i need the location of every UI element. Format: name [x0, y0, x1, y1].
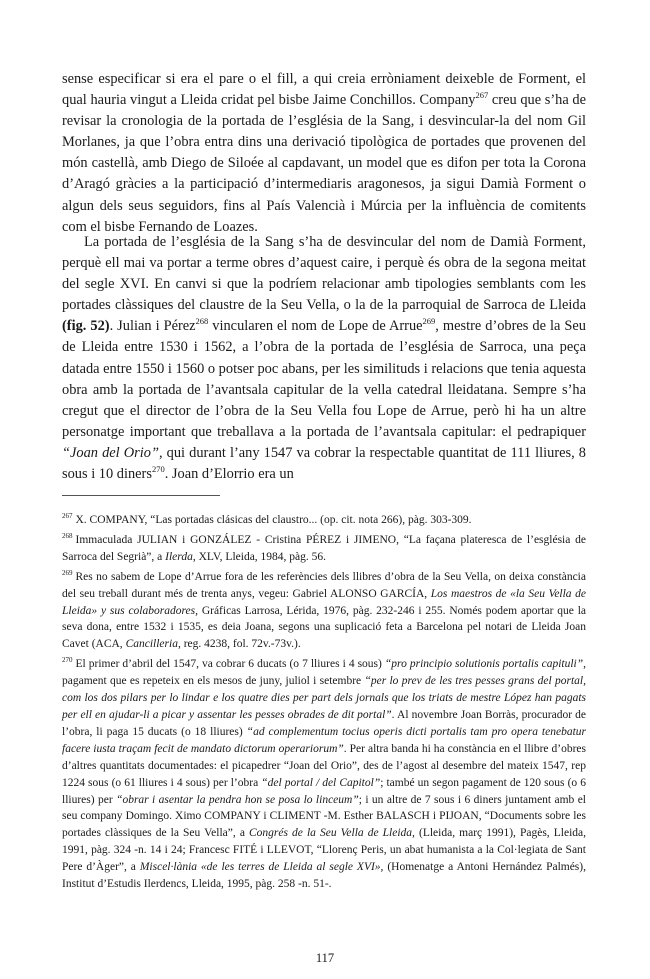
footnote-italic: “ad complementum tocius operis dicti portalis tam pro opera tenebatur facere iusta traçam fecit de mandato dictorum operariorum”: [62, 725, 586, 755]
footnote-text: ; també un segon pagament de 120 sous (o 6 lliures) per: [62, 776, 586, 806]
footnote-ref-269: 269: [422, 316, 436, 327]
footnote-italic: Congrés de la Seu Vella de Lleida,: [249, 827, 415, 840]
body-paragraph-2: [62, 232, 586, 485]
footnote-ref-267: 267: [475, 90, 489, 101]
footnote-267: [62, 512, 586, 529]
footnote-italic: Los maestros de «la Seu Vella de Lleida» y sus colaboradores,: [62, 587, 586, 617]
footnote-italic: Miscel·lània «de les terres de Lleida al segle XVI»,: [139, 861, 384, 874]
paragraph-text: vincularen el nom de Lope de Arrue: [208, 318, 423, 335]
footnote-number: 268: [62, 532, 73, 541]
footnote-text: X. COMPANY, “Las portadas clásicas del claustro... (op. cit. nota 266), pàg. 303-309.: [75, 514, 472, 526]
footnote-ref-268: 268: [195, 316, 209, 327]
footnote-italic: “del portal / del Capitol”: [261, 776, 381, 789]
footnote-text: Gráficas Larrosa, Lérida, 1976, pàg. 232-246 i 255. Només podem aportar que la seva dona, entre 1532 i 1535, es deia Joana, segons una suplicació feta a Barcelona pel notari de Lleida Joan Cavet (ACA,: [62, 604, 586, 651]
body-paragraph-1: [62, 69, 586, 238]
footnote-text: (Lleida, març 1991), Pagès, Lleida, 1991, pàg. 324 -n. 14 i 24; Francesc FITÉ i LLEVOT, “Llorenç Peris, un abat humanista a la Col·legiata de Sant Pere d’Àger”, a: [62, 827, 586, 874]
footnote-268: [62, 532, 586, 566]
paragraph-text: , qui durant l’any 1547 va cobrar la respectable quantitat de 111 lliures, 8 sous i 10 diners: [62, 444, 586, 483]
footnote-italic: Ilerda: [165, 550, 193, 563]
footnote-text: Immaculada JULIAN i GONZÁLEZ - Cristina PÉREZ i JIMENO, “La façana plateresca de l’església de Sarroca del Segrià”, a: [62, 533, 586, 563]
figure-reference: (fig. 52): [62, 318, 110, 335]
footnote-separator: [62, 495, 220, 496]
footnote-italic: “pro principio solutionis portalis capituli”: [384, 658, 584, 671]
footnote-text: (Homenatge a Antoni Hernández Palmés), Institut d’Estudis Ilerdencs, Lleida, 1995, pàg. 258 -n. 51-.: [62, 861, 586, 891]
footnote-269: [62, 569, 586, 654]
footnote-text: , reg. 4238, fol. 72v.-73v.).: [177, 638, 301, 651]
footnote-text: , pagament que es repeteix en els mesos de juny, juliol i setembre: [62, 658, 586, 688]
paragraph-text: creu que s’ha de revisar la cronologia de la portada de l’església de la Sang, i desvincular-la del nom Gil Morlanes, ja que l’obra entra dins una derivació tipològica de portades que provenen del món castellà, amb Diego de Siloée al capdavant, un model que es difon per tota la Corona d’Aragó gràcies a la participació d’intermediaris aragonesos, ja sigui Damià Forment o algun dels seus seguidors, fins al País Valencià i Múrcia per la influència de comitents com el bisbe Fernando de Loazes.: [62, 92, 586, 235]
footnote-text: , XLV, Lleida, 1984, pàg. 56.: [192, 550, 327, 563]
footnotes: [62, 512, 586, 896]
footnote-ref-270: 270: [151, 464, 165, 475]
footnote-number: 270: [62, 656, 73, 665]
footnote-270: [62, 656, 586, 893]
footnote-italic: Cancilleria: [125, 638, 178, 651]
paragraph-text: . Julian i Pérez: [109, 318, 196, 335]
paragraph-text: La portada de l’església de la Sang s’ha de desvincular del nom de Damià Forment, perquè ell mai va portar a terme obres d’aquest caire, i perquè és obra de la segona meitat del segle XVI. En canvi si que la podríem relacionar amb tipologies semblants com les portades clàssiques del claustre de la Seu Vella, o la de la parroquial de Sarroca de Lleida: [62, 234, 586, 314]
footnote-text: . Per altra banda hi ha constància en el llibre d’obres d’altres quantitats documentades: el picapedrer “Joan del Orio”, des de l’agost al desembre del mateix 1547, rep 1224 sous (o 61 lliures i 4 sous) per l’obra: [62, 742, 586, 789]
italic-name: “Joan del Orio”: [62, 444, 159, 461]
paragraph-text: sense especificar si era el pare o el fill, a qui creia erròniament deixeble de Forment, el qual hauria vingut a Lleida cridat pel bisbe Jaime Conchillos. Company: [62, 71, 586, 109]
footnote-text: Res no sabem de Lope d’Arrue fora de les referències dels llibres d’obra de la Seu Vella, on deixa constància del seu treball durant més de trenta anys, vegeu: Gabriel ALONSO GARCÍA,: [62, 570, 586, 600]
footnote-italic: “obrar i asentar la pendra hon se posa lo linceum”: [116, 793, 359, 806]
footnote-number: 269: [62, 568, 73, 577]
paragraph-text: . Joan d’Elorrio era un: [164, 466, 294, 483]
footnote-text: ; i un altre de 7 sous i 6 diners juntament amb el seu company Domingo. Ximo COMPANY i CLIMENT -M. Esther BALASCH i PIJOAN, “Documents sobre les portades clàssiques de la Seu Vella”, a: [62, 793, 587, 840]
footnote-number: 267: [62, 512, 73, 521]
footnote-italic: “per lo prev de les tres pesses grans del portal, com los dos pilars per lo lindar e los quatre dies per part dels jornals que los triats de mestre López han pagats per ell en ajudar-li a picar y assentar les pesses obrades de dit portal”: [62, 675, 586, 721]
paragraph-text: , mestre d’obres de la Seu de Lleida entre 1530 i 1562, a l’obra de la portada de l’església de Sarroca, una peça datada entre 1550 i 1560 o potser poc abans, per les similituds i relacions que tenia aquesta obra amb la portada de l’avantsala capitular de la vella catedral lleidatana. Sempre s’ha cregut que el director de l’obra de la Seu Vella fou Lope de Arrue, però hi ha un altre personatge important que treballava a la portada de l’avantsala capitular: el pedrapiquer: [62, 318, 586, 440]
page-number: 117: [315, 951, 335, 965]
footnote-text: . Al novembre Joan Borràs, procurador de l’obra, li paga 15 ducats (o 18 lliures): [62, 708, 587, 738]
footnote-text: El primer d’abril del 1547, va cobrar 6 ducats (o 7 lliures i 4 sous): [75, 658, 385, 671]
